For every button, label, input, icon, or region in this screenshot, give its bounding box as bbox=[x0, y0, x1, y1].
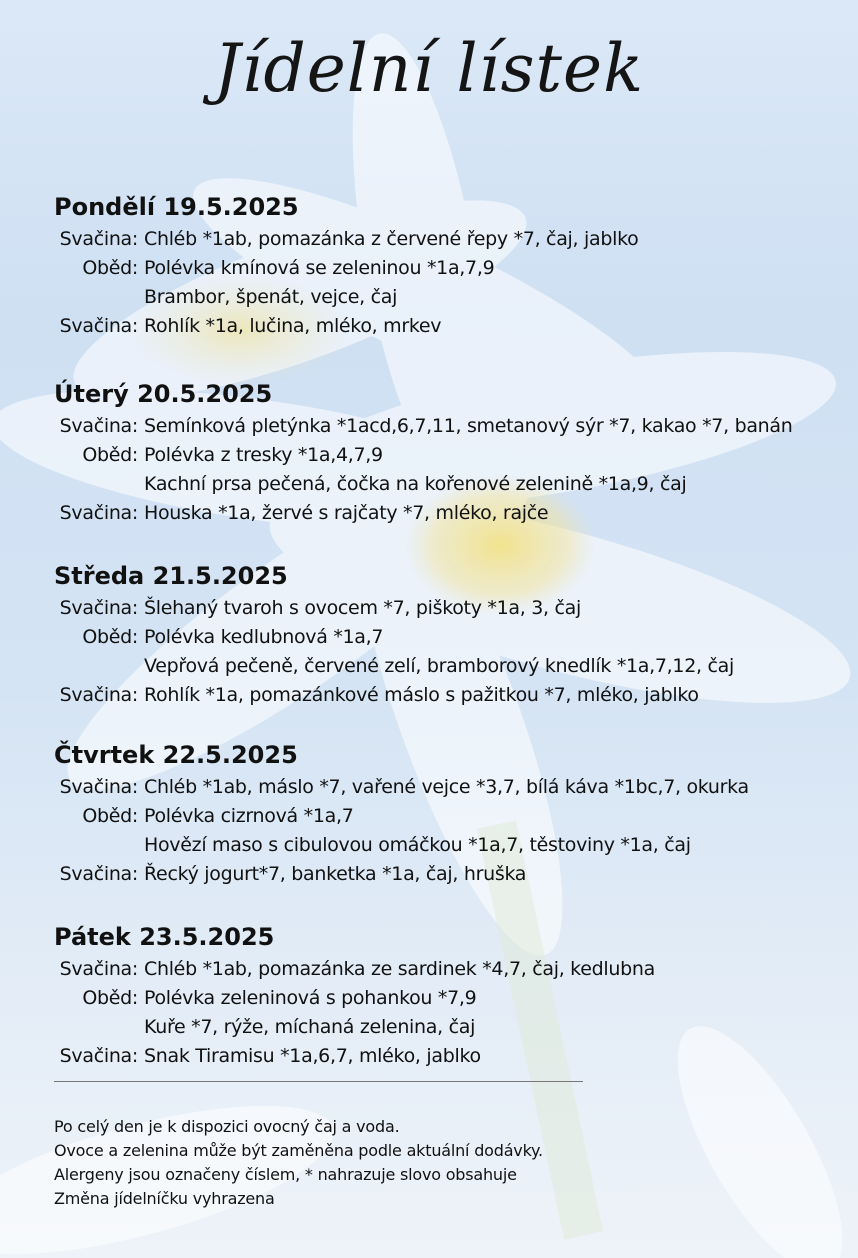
day-friday bbox=[54, 921, 834, 1071]
day-monday bbox=[54, 191, 834, 341]
meal-label: Svačina: bbox=[59, 597, 138, 619]
note-line: Změna jídelníčku vyhrazena bbox=[54, 1189, 275, 1208]
day-title: Pátek 23.5.2025 bbox=[54, 923, 275, 951]
meal-row bbox=[54, 594, 834, 623]
meal-row bbox=[54, 1013, 834, 1042]
meal-row bbox=[54, 1042, 834, 1071]
meal-label bbox=[54, 831, 138, 860]
meal-label: Svačina: bbox=[59, 315, 138, 337]
meal-text: Houska *1a, žervé s rajčaty *7, mléko, rajče bbox=[144, 502, 549, 524]
meal-text: Šlehaný tvaroh s ovocem *7, piškoty *1a, 3, čaj bbox=[144, 597, 581, 619]
meal-label: Svačina: bbox=[59, 863, 138, 885]
day-title: Středa 21.5.2025 bbox=[54, 562, 288, 590]
meal-row bbox=[54, 499, 834, 528]
meal-text: Semínková pletýnka *1acd,6,7,11, smetanový sýr *7, kakao *7, banán bbox=[144, 415, 793, 437]
meal-label: Svačina: bbox=[59, 228, 138, 250]
meal-row bbox=[54, 254, 834, 283]
meal-text: Polévka z tresky *1a,4,7,9 bbox=[144, 444, 383, 466]
meal-row bbox=[54, 955, 834, 984]
meal-text: Kuře *7, rýže, míchaná zelenina, čaj bbox=[144, 1016, 476, 1038]
meal-text: Polévka cizrnová *1a,7 bbox=[144, 805, 354, 827]
day-tuesday bbox=[54, 378, 834, 528]
day-thursday bbox=[54, 739, 834, 889]
meal-row bbox=[54, 831, 834, 860]
meal-label: Oběd: bbox=[82, 805, 138, 827]
note-line: Ovoce a zelenina může být zaměněna podle aktuální dodávky. bbox=[54, 1141, 543, 1160]
meal-text: Polévka kmínová se zeleninou *1a,7,9 bbox=[144, 257, 495, 279]
meal-text: Chléb *1ab, máslo *7, vařené vejce *3,7, bílá káva *1bc,7, okurka bbox=[144, 776, 749, 798]
meal-row bbox=[54, 225, 834, 254]
meal-label: Svačina: bbox=[59, 415, 138, 437]
divider bbox=[54, 1081, 583, 1082]
meal-row bbox=[54, 802, 834, 831]
meal-label: Oběd: bbox=[82, 626, 138, 648]
meal-label bbox=[54, 1013, 138, 1042]
meal-row bbox=[54, 312, 834, 341]
meal-row bbox=[54, 623, 834, 652]
day-title: Čtvrtek 22.5.2025 bbox=[54, 741, 298, 769]
day-wednesday bbox=[54, 560, 834, 710]
meal-text: Chléb *1ab, pomazánka ze sardinek *4,7, čaj, kedlubna bbox=[144, 958, 655, 980]
meal-row bbox=[54, 773, 834, 802]
meal-text: Vepřová pečeně, červené zelí, bramborový knedlík *1a,7,12, čaj bbox=[144, 655, 734, 677]
day-title: Úterý 20.5.2025 bbox=[54, 380, 273, 408]
meal-label: Oběd: bbox=[82, 444, 138, 466]
meal-label: Svačina: bbox=[59, 776, 138, 798]
meal-text: Brambor, špenát, vejce, čaj bbox=[144, 286, 398, 308]
meal-label: Svačina: bbox=[59, 958, 138, 980]
meal-row bbox=[54, 984, 834, 1013]
meal-row bbox=[54, 412, 834, 441]
meal-row bbox=[54, 441, 834, 470]
meal-row bbox=[54, 283, 834, 312]
meal-label: Svačina: bbox=[59, 684, 138, 706]
meal-label: Oběd: bbox=[82, 987, 138, 1009]
notes bbox=[54, 1115, 543, 1211]
meal-row bbox=[54, 860, 834, 889]
meal-row bbox=[54, 470, 834, 499]
meal-text: Řecký jogurt*7, banketka *1a, čaj, hruška bbox=[144, 863, 527, 885]
meal-label: Oběd: bbox=[82, 257, 138, 279]
meal-text: Chléb *1ab, pomazánka z červené řepy *7, čaj, jablko bbox=[144, 228, 639, 250]
meal-text: Hovězí maso s cibulovou omáčkou *1a,7, těstoviny *1a, čaj bbox=[144, 834, 691, 856]
meal-text: Kachní prsa pečená, čočka na kořenové zelenině *1a,9, čaj bbox=[144, 473, 687, 495]
note-line: Alergeny jsou označeny číslem, * nahrazuje slovo obsahuje bbox=[54, 1165, 517, 1184]
meal-text: Polévka kedlubnová *1a,7 bbox=[144, 626, 384, 648]
meal-label: Svačina: bbox=[59, 502, 138, 524]
meal-row bbox=[54, 681, 834, 710]
meal-text: Polévka zeleninová s pohankou *7,9 bbox=[144, 987, 477, 1009]
meal-text: Rohlík *1a, pomazánkové máslo s pažitkou *7, mléko, jablko bbox=[144, 684, 699, 706]
meal-text: Rohlík *1a, lučina, mléko, mrkev bbox=[144, 315, 442, 337]
meal-label bbox=[54, 283, 138, 312]
day-title: Pondělí 19.5.2025 bbox=[54, 193, 299, 221]
meal-row bbox=[54, 652, 834, 681]
meal-text: Snak Tiramisu *1a,6,7, mléko, jablko bbox=[144, 1045, 481, 1067]
meal-label bbox=[54, 470, 138, 499]
note-line: Po celý den je k dispozici ovocný čaj a voda. bbox=[54, 1117, 400, 1136]
meal-label bbox=[54, 652, 138, 681]
meal-label: Svačina: bbox=[59, 1045, 138, 1067]
page-title: Jídelní lístek bbox=[213, 30, 645, 107]
